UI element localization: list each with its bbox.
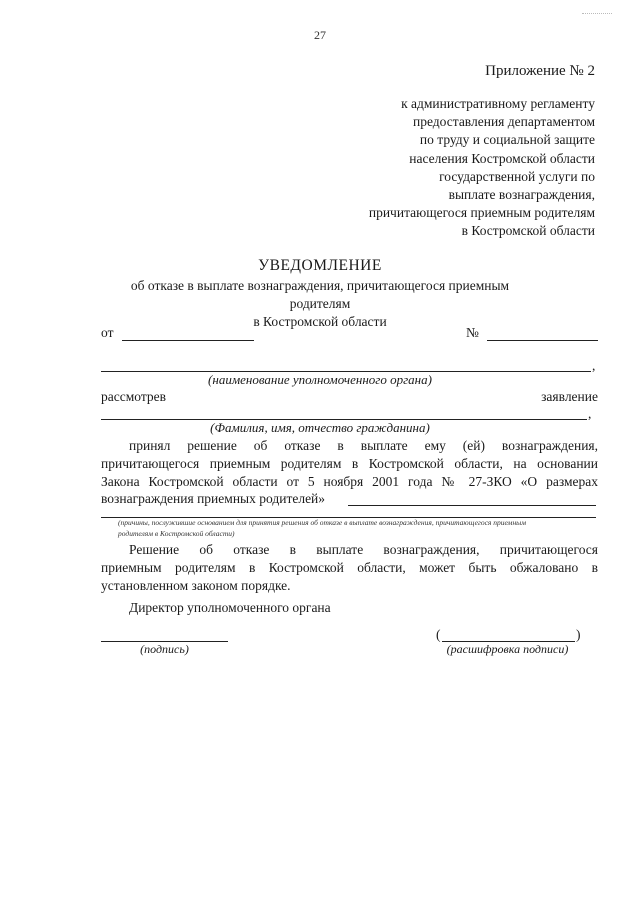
decision-paragraph xyxy=(101,437,598,491)
decision-line: принял решение об отказе в выплате ему (ей) вознаграждения, xyxy=(129,438,598,453)
subtitle-line: об отказе в выплате вознаграждения, причитающегося приемным родителям xyxy=(130,278,510,311)
page-number: 27 xyxy=(314,28,326,42)
number-label: № xyxy=(466,325,479,340)
decision-line: Закона Костромской области от 5 ноября 2001 года № 27-ЗКО «О размерах xyxy=(101,474,598,489)
regulation-line: населения Костромской области xyxy=(409,150,595,166)
reasons-field-first[interactable] xyxy=(348,505,596,506)
reasons-caption-line: родителям в Костромской области) xyxy=(118,528,235,538)
director-label: Директор уполномоченного органа xyxy=(129,600,331,615)
document-subtitle xyxy=(100,277,540,331)
subtitle-line: в Костромской области xyxy=(253,314,387,329)
scan-mark xyxy=(582,13,612,18)
decision-line: причитающегося приемным родителям в Костромской области, на основании xyxy=(101,456,598,471)
decode-open-paren: ( xyxy=(436,627,441,642)
reasons-caption xyxy=(118,518,598,539)
appendix-title: Приложение № 2 xyxy=(485,63,595,79)
signature-caption: (подпись) xyxy=(140,642,189,656)
citizen-comma: , xyxy=(588,406,592,421)
appeal-line: установленном законом порядке. xyxy=(101,578,291,593)
number-field[interactable] xyxy=(487,340,598,341)
date-field[interactable] xyxy=(122,340,254,341)
application-label: заявление xyxy=(541,389,598,404)
reasons-caption-line: (причины, послужившие основанием для принятия решения об отказе в выплате вознаграждения, причитающегося приемным xyxy=(118,518,527,527)
signature-decode-caption: (расшифровка подписи) xyxy=(446,642,569,656)
decode-close-paren: ) xyxy=(576,627,581,642)
regulation-line: предоставления департаментом xyxy=(413,114,595,130)
regulation-line: в Костромской области xyxy=(461,223,595,239)
citizen-caption: (Фамилия, имя, отчество гражданина) xyxy=(210,420,430,435)
from-label: от xyxy=(101,325,114,340)
authority-caption: (наименование уполномоченного органа) xyxy=(208,372,432,387)
regulation-line: государственной услуги по xyxy=(439,168,595,184)
document-title: УВЕДОМЛЕНИЕ xyxy=(258,257,382,274)
appeal-paragraph xyxy=(101,541,598,595)
appeal-line: приемным родителям в Костромской области, может быть обжаловано в xyxy=(101,560,598,575)
regulation-line: к административному регламенту xyxy=(401,96,595,111)
decision-last-line: вознаграждения приемных родителей» xyxy=(101,491,326,506)
reviewed-label: рассмотрев xyxy=(101,389,167,404)
regulation-line: причитающегося приемным родителям xyxy=(368,205,595,221)
authority-comma: , xyxy=(592,358,596,373)
regulation-line: по труду и социальной защите xyxy=(419,132,595,148)
regulation-reference xyxy=(295,95,595,241)
appeal-line: Решение об отказе в выплате вознаграждения, причитающегося xyxy=(129,542,598,557)
regulation-line: выплате вознаграждения, xyxy=(448,187,595,203)
